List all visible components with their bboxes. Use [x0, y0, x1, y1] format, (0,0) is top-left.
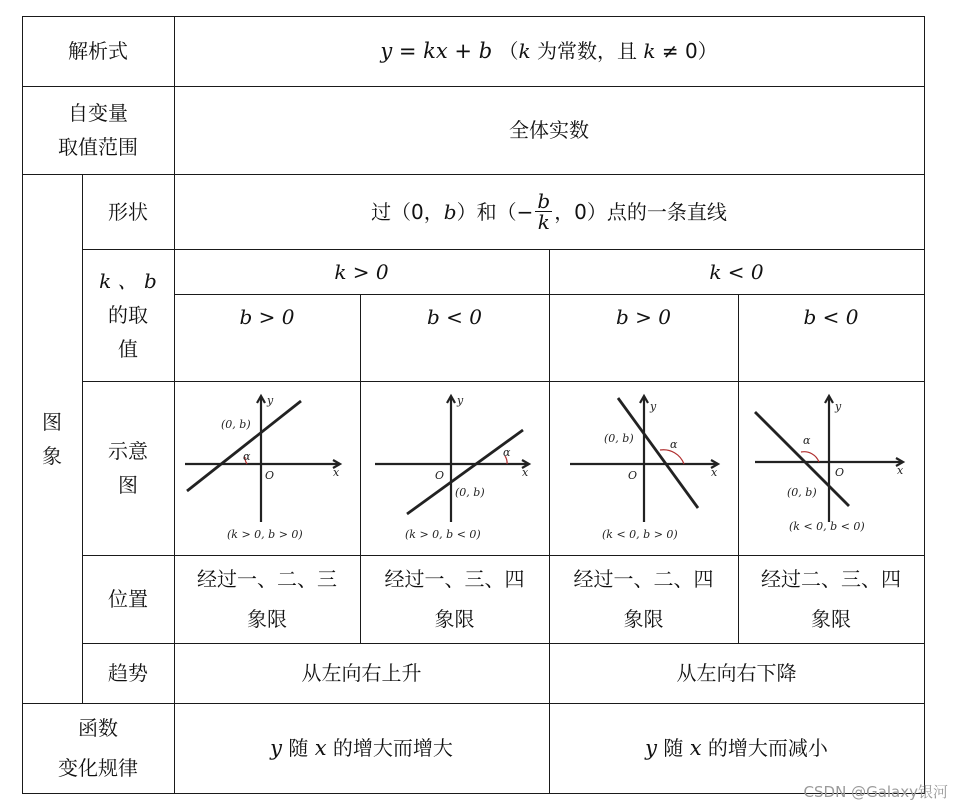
border-right — [924, 16, 925, 794]
axis-y-label: y — [835, 400, 842, 413]
position-cell-3: 经过一、二、四 象限 — [573, 567, 714, 631]
diagram-label: 示意 图 — [108, 439, 148, 497]
axis-y-label: y — [457, 394, 464, 407]
intercept-label: (0, b) — [787, 486, 817, 499]
axis-y-label: y — [650, 400, 657, 413]
caption: (k > 0, b < 0) — [405, 528, 481, 541]
caption: (k > 0, b > 0) — [227, 528, 303, 541]
kb-label: k 、 b 的取 值 — [99, 269, 157, 361]
alpha-label: α — [503, 446, 511, 459]
function-line — [187, 401, 301, 491]
k-positive-header: k > 0 — [334, 259, 389, 284]
axis-x-label: x — [522, 466, 529, 479]
change-label: 函数 变化规律 — [58, 716, 138, 780]
caption: (k < 0, b < 0) — [789, 520, 865, 533]
position-cell-2: 经过一、三、四 象限 — [384, 567, 525, 631]
trend-k-negative: 从左向右下降 — [676, 661, 797, 685]
alpha-label: α — [670, 438, 678, 451]
intercept-label: (0, b) — [455, 486, 485, 499]
expression-value — [174, 16, 924, 86]
trend-label: 趋势 — [108, 661, 148, 685]
axes — [755, 396, 903, 522]
graph-label: 图 象 — [42, 409, 62, 468]
intercept-label: (0, b) — [221, 418, 251, 431]
origin-label: O — [835, 466, 845, 479]
change-k-negative: y 随 x 的增大而减小 — [645, 736, 828, 760]
graph-k-neg-b-neg — [739, 382, 924, 555]
position-cell-4: 经过二、三、四 象限 — [761, 567, 901, 631]
b-value-3: b > 0 — [616, 305, 671, 329]
watermark: CSDN @Galaxy银河 — [803, 783, 948, 801]
shape-label: 形状 — [108, 199, 148, 224]
position-cell-1: 经过一、二、三 象限 — [197, 567, 337, 631]
axis-y-label: y — [267, 394, 274, 407]
graph-k-neg-b-pos — [550, 382, 738, 555]
k-negative-header: k < 0 — [709, 259, 764, 284]
expression-label: 解析式 — [68, 39, 128, 63]
function-line — [618, 398, 698, 508]
alpha-label: α — [243, 450, 251, 463]
caption: (k < 0, b > 0) — [602, 528, 678, 541]
graph-k-pos-b-pos — [175, 382, 360, 555]
border-bottom — [22, 793, 925, 794]
change-k-positive: y 随 x 的增大而增大 — [270, 736, 453, 760]
domain-label: 自变量 取值范围 — [58, 101, 138, 159]
origin-label: O — [265, 469, 275, 482]
function-line — [407, 430, 523, 514]
trend-k-positive: 从左向右上升 — [301, 661, 422, 685]
intercept-label: (0, b) — [604, 432, 634, 445]
b-value-1: b > 0 — [239, 305, 295, 329]
axis-x-label: x — [897, 464, 904, 477]
shape-fraction: $\frac{b}{k}$ — [537, 189, 551, 234]
domain-value: 全体实数 — [509, 118, 589, 142]
expression-formula: y = kx + b （k 为常数，且 k ≠ 0） — [380, 39, 718, 63]
axes — [185, 396, 340, 522]
b-value-4: b < 0 — [803, 305, 859, 329]
origin-label: O — [435, 469, 445, 482]
axis-x-label: x — [333, 466, 340, 479]
position-label: 位置 — [108, 587, 148, 611]
axis-x-label: x — [711, 466, 718, 479]
origin-label: O — [628, 469, 638, 482]
b-value-2: b < 0 — [427, 305, 482, 329]
shape-value: 过（0， b ）和（− $\frac{b}{k}$ ，0）点的一条直线 — [371, 189, 727, 234]
graph-k-pos-b-neg — [361, 382, 549, 555]
alpha-label: α — [803, 434, 811, 447]
